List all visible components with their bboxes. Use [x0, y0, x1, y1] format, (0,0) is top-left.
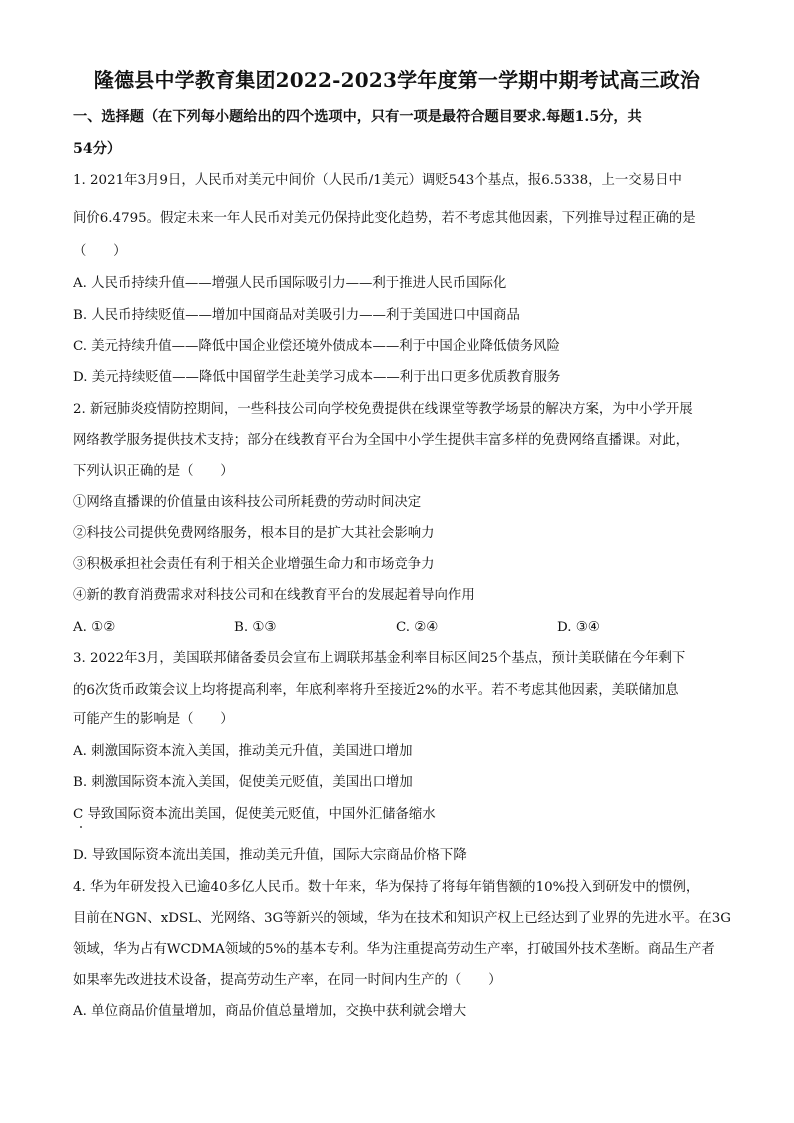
q2-stem-line1: 2. 新冠肺炎疫情防控期间，一些科技公司向学校免费提供在线课堂等教学场景的解决方案，为中小学开展	[73, 402, 693, 417]
q4-stem-line3: 领域，华为占有WCDMA领域的5%的基本专利。华为注重提高劳动生产率，打破国外技术垄断。商品生产者	[73, 942, 715, 957]
page-title: 隆德县中学教育集团2022-2023学年度第一学期中期考试高三政治	[93, 68, 701, 92]
q2-statement-2: ②科技公司提供免费网络服务，根本目的是扩大其社会影响力	[73, 526, 435, 541]
stray-dot	[80, 826, 82, 828]
q2-statement-3: ③积极承担社会责任有利于相关企业增强生命力和市场竞争力	[73, 557, 435, 572]
q1-option-c: C. 美元持续升值——降低中国企业偿还境外债成本——利于中国企业降低债务风险	[73, 339, 560, 354]
q1-stem-line1: 1. 2021年3月9日，人民币对美元中间价（人民币/1美元）调贬543个基点，报6.5338，上一交易日中	[73, 173, 682, 188]
q2-option-c: C. ②④	[396, 620, 439, 635]
q1-stem-line2: 间价6.4795。假定未来一年人民币对美元仍保持此变化趋势，若不考虑其他因素，下列推导过程正确的是	[73, 211, 696, 226]
q2-statement-1: ①网络直播课的价值量由该科技公司所耗费的劳动时间决定	[73, 495, 422, 510]
q2-statement-4: ④新的教育消费需求对科技公司和在线教育平台的发展起着导向作用	[73, 588, 475, 603]
q4-stem-line1: 4. 华为年研发投入已逾40多亿人民币。数十年来，华为保持了将每年销售额的10%投入到研发中的惯例，	[73, 880, 700, 895]
q2-option-d: D. ③④	[557, 620, 600, 635]
q3-stem-line2: 的6次货币政策会议上均将提高利率，年底利率将升至接近2%的水平。若不考虑其他因素，美联储加息	[73, 683, 679, 698]
q1-option-d: D. 美元持续贬值——降低中国留学生赴美学习成本——利于出口更多优质教育服务	[73, 370, 561, 385]
q2-option-a: A. ①②	[73, 620, 116, 635]
q1-stem-line3: （ ）	[73, 244, 127, 259]
q4-option-a: A. 单位商品价值量增加，商品价值总量增加，交换中获利就会增大	[73, 1004, 467, 1019]
q2-option-b: B. ①③	[234, 620, 277, 635]
q3-stem-line3: 可能产生的影响是（ ）	[73, 712, 234, 727]
q3-stem-line1: 3. 2022年3月，美国联邦储备委员会宣布上调联邦基金利率目标区间25个基点，预计美联储在今年剩下	[73, 651, 686, 666]
q1-option-b: B. 人民币持续贬值——增加中国商品对美吸引力——利于美国进口中国商品	[73, 308, 520, 323]
q3-option-c: C 导致国际资本流出美国，促使美元贬值，中国外汇储备缩水	[73, 807, 436, 822]
q2-stem-line3: 下列认识正确的是（ ）	[73, 464, 234, 479]
q4-stem-line2: 目前在NGN、xDSL、光网络、3G等新兴的领域，华为在技术和知识产权上已经达到了业界的先进水平。在3G	[73, 911, 731, 926]
q3-option-b: B. 刺激国际资本流入美国，促使美元贬值，美国出口增加	[73, 775, 413, 790]
section-heading-line2: 54分）	[73, 141, 122, 157]
section-heading-line1: 一、选择题（在下列每小题给出的四个选项中，只有一项是最符合题目要求.每题1.5分，共	[73, 109, 642, 125]
q1-option-a: A. 人民币持续升值——增强人民币国际吸引力——利于推进人民币国际化	[73, 276, 507, 291]
q2-stem-line2: 网络教学服务提供技术支持；部分在线教育平台为全国中小学生提供丰富多样的免费网络直播课。对此，	[73, 433, 689, 448]
q3-option-d: D. 导致国际资本流出美国，推动美元升值，国际大宗商品价格下降	[73, 848, 467, 863]
q4-stem-line4: 如果率先改进技术设备，提高劳动生产率，在同一时间内生产的（ ）	[73, 973, 502, 988]
q3-option-a: A. 刺激国际资本流入美国，推动美元升值，美国进口增加	[73, 744, 413, 759]
